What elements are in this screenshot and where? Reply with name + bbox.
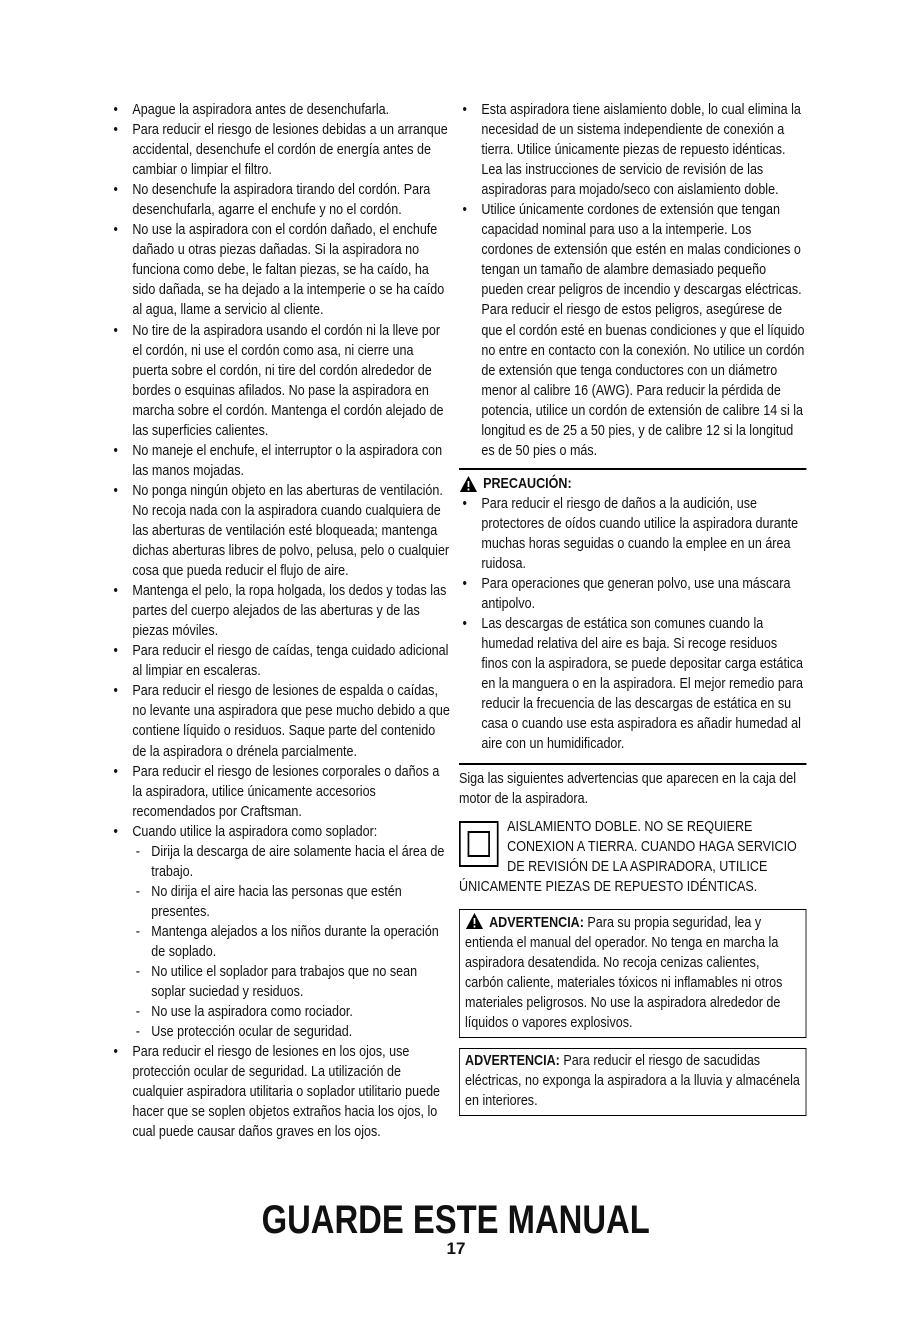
follow-text: Siga las siguientes advertencias que aparecen en la caja del motor de la aspiradora. [459, 770, 796, 807]
sub-list-item: - Dirija la descarga de aire solamente hacia el área de trabajo. [132, 842, 450, 882]
divider [459, 763, 806, 765]
list-item: • Para reducir el riesgo de lesiones en los ojos, use protección ocular de seguridad. La utilización de cualquier aspiradora utilitaria o soplador utilitario puede hacer que se soplen objetos extraños hacia los ojos, lo cual puede causar daños graves en los ojos. [110, 1042, 451, 1142]
sub-list-item: - Use protección ocular de seguridad. [132, 1022, 450, 1042]
warning-text: Para su propia seguridad, lea y entienda el manual del operador. No tenga en marcha la aspiradora desatendida. No recoja cenizas calientes, carbón caliente, materiales tóxicos ni inflamables ni otros materiales peligrosos. No use la aspiradora alrededor de líquidos o vapores explosivos. [465, 914, 783, 1032]
double-insulation-icon [459, 821, 499, 867]
list-item: • Para reducir el riesgo de daños a la audición, use protectores de oídos cuando utilice la aspiradora durante muchas horas seguidas o cuando la emplee en un área ruidosa. [459, 494, 806, 574]
warning-text: Para reducir el riesgo de sacudidas eléctricas, no exponga la aspiradora a la lluvia y almacénela en interiores. [465, 1053, 800, 1110]
caution-title: PRECAUCIÓN: [483, 475, 572, 492]
right-column [459, 100, 806, 1116]
caution-heading [459, 474, 806, 494]
list-item: • No desenchufe la aspiradora tirando del cordón. Para desenchufarla, agarre el enchufe y no el cordón. [110, 180, 451, 220]
double-insulation-block [459, 817, 806, 897]
list-item: • No ponga ningún objeto en las aberturas de ventilación. No recoja nada con la aspiradora cuando cualquiera de las aberturas de ventilación esté bloqueada; mantenga dichas aberturas libres de polvo, pelusa, pelo o cualquier cosa que pueda reducir el flujo de aire. [110, 481, 451, 581]
sub-list-item: - No utilice el soplador para trabajos que no sean soplar suciedad y residuos. [132, 962, 450, 1002]
left-column [110, 100, 451, 1142]
warning-label: ADVERTENCIA: [465, 1053, 560, 1070]
warning-label: ADVERTENCIA: [489, 914, 584, 931]
sub-list-item: - No use la aspiradora como rociador. [132, 1002, 450, 1022]
blower-section [110, 822, 451, 1043]
list-item: • Apague la aspiradora antes de desenchufarla. [110, 100, 451, 120]
list-item: • Para operaciones que generan polvo, use una máscara antipolvo. [459, 574, 806, 614]
warning-box-shock [459, 1048, 806, 1116]
warning-triangle-icon [465, 912, 484, 930]
list-item: • No use la aspiradora con el cordón dañado, el enchufe dañado u otras piezas dañadas. Si la aspiradora no funciona como debe, le faltan piezas, se ha caído, ha sido dañada, se ha dejado a la intemperie o se ha caído al agua, llame a servicio al cliente. [110, 220, 451, 320]
list-item: • Las descargas de estática son comunes cuando la humedad relativa del aire es baja. Si recoge residuos finos con la aspiradora, se puede depositar carga estática en la manguera o en la aspiradora. El mejor remedio para reducir la frecuencia de las descargas de estática en su casa o cuando use esta aspiradora es añadir humedad al aire con un humidificador. [459, 614, 806, 754]
sub-list-item: - No dirija el aire hacia las personas que estén presentes. [132, 882, 450, 922]
list-item: • No maneje el enchufe, el interruptor o la aspiradora con las manos mojadas. [110, 441, 451, 481]
caution-list [459, 494, 806, 755]
safety-list-left [110, 100, 451, 1142]
sub-list-item: - Mantenga alejados a los niños durante la operación de soplado. [132, 922, 450, 962]
page-number: 17 [446, 1239, 466, 1258]
list-item: • Utilice únicamente cordones de extensión que tengan capacidad nominal para uso a la intemperie. Los cordones de extensión que estén en malas condiciones o tengan un tamaño de alambre demasiado pequeño pueden crear peligros de incendio y descargas eléctricas. Para reducir el riesgo de estos peligros, asegúrese de que el cordón esté en buenas condiciones y que el líquido no entre en contacto con la conexión. No utilice un cordón de extensión que tenga conductores con un diámetro menor al calibre 16 (AWG). Para reducir la pérdida de potencia, utilice un cordón de extensión de calibre 14 si la longitud es de 25 a 50 pies, y de calibre 12 si la longitud es de 50 pies o más. [459, 200, 806, 461]
list-item: • No tire de la aspiradora usando el cordón ni la lleve por el cordón, ni use el cordón como asa, ni cierre una puerta sobre el cordón, ni tire del cordón alrededor de bordes o esquinas afilados. No pase la aspiradora en marcha sobre el cordón. Mantenga el cordón alejado de las superficies calientes. [110, 321, 451, 441]
list-item: • Para reducir el riesgo de lesiones de espalda o caídas, no levante una aspiradora que pese mucho debido a que contiene líquido o residuos. Saque parte del contenido de la aspiradora o drénela parcialmente. [110, 681, 451, 761]
list-item: • Esta aspiradora tiene aislamiento doble, lo cual elimina la necesidad de un sistema independiente de conexión a tierra. Utilice únicamente piezas de repuesto idénticas. Lea las instrucciones de servicio de revisión de las aspiradoras para mojado/seco con aislamiento doble. [459, 100, 806, 200]
list-item: • Para reducir el riesgo de lesiones corporales o daños a la aspiradora, utilice únicamente accesorios recomendados por Craftsman. [110, 762, 451, 822]
footer-title: GUARDE ESTE MANUAL [261, 1198, 651, 1242]
warning-box-safety [459, 909, 806, 1038]
divider [459, 468, 806, 470]
list-item: • Mantenga el pelo, la ropa holgada, los dedos y todas las partes del cuerpo alejados de las aberturas y de las piezas móviles. [110, 581, 451, 641]
safety-list-right [459, 100, 806, 461]
list-item: • Para reducir el riesgo de lesiones debidas a un arranque accidental, desenchufe el cordón de energía antes de cambiar o limpiar el filtro. [110, 120, 451, 180]
warning-triangle-icon [459, 475, 478, 493]
blower-sublist [132, 842, 450, 1042]
list-item: • Para reducir el riesgo de caídas, tenga cuidado adicional al limpiar en escaleras. [110, 641, 451, 681]
blower-intro: Cuando utilice la aspiradora como soplador: [132, 823, 378, 840]
double-insulation-text: AISLAMIENTO DOBLE. NO SE REQUIERE CONEXION A TIERRA. CUANDO HAGA SERVICIO DE REVISIÓN DE LA ASPIRADORA, UTILICE ÚNICAMENTE PIEZAS DE REPUESTO IDÉNTICAS. [459, 818, 797, 895]
